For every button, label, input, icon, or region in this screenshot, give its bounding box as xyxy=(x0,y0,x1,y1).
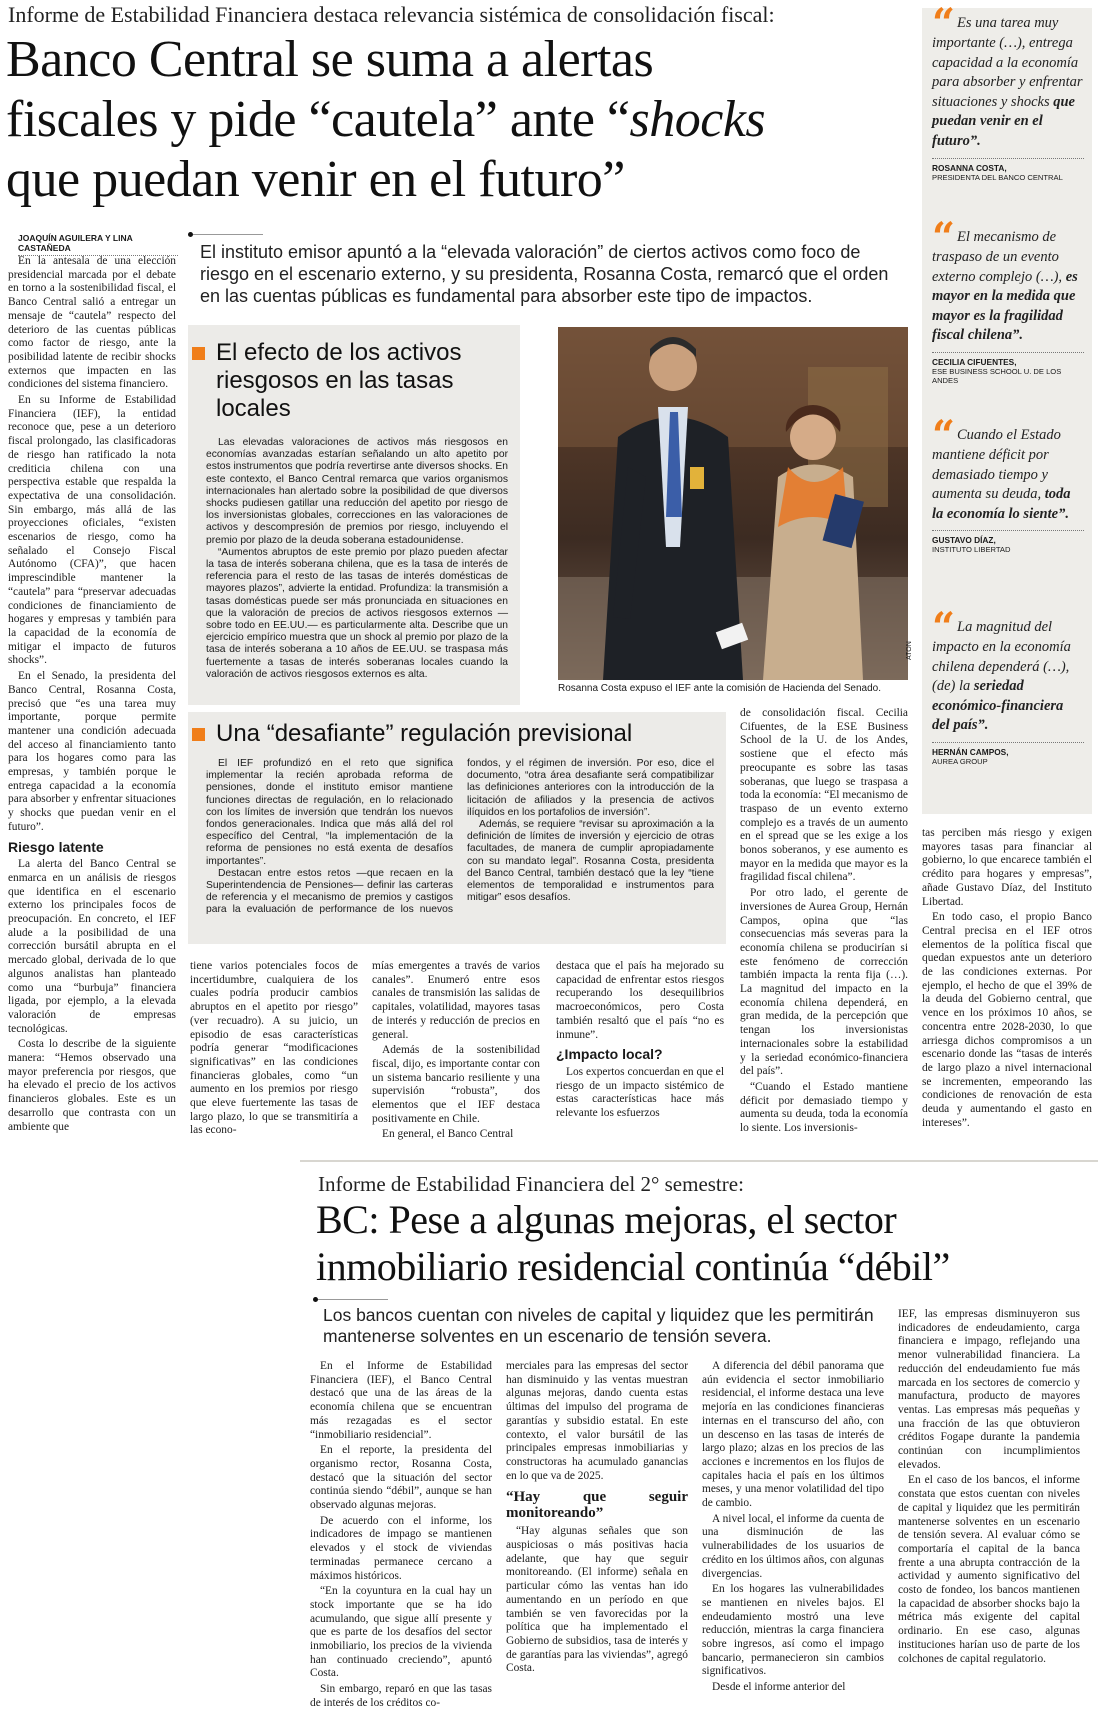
section-heading-monitoreando: “Hay que seguir monitoreando” xyxy=(506,1489,688,1522)
quote-3: “ Cuando el Estado mantiene déficit por demasiado tiempo y aumenta su deuda, toda la economía lo siente”. GUSTAVO DÍAZ, INSTITUTO LIBERTAD xyxy=(932,426,1084,554)
article-column-2: tiene varios potenciales focos de incertidumbre, cualquiera de los cuales podría producir cambios abruptos en el apetito por riesgo” (ver recuadro). A su juicio, un episodio de esas características podría generar “modificaciones significativas” en las condiciones financieras globales, como “un aumento en los premios por riesgo que eleve fuertemente las tasas de largo plazo, lo que se transmitiría a las econo- xyxy=(190,960,358,1137)
quote-1: “ Es una tarea muy importante (…), entrega capacidad a la economía para absorber y enfrentar situaciones y shocks que puedan venir en el futuro”. ROSANNA COSTA, PRESIDENTA DEL BANCO CENTRAL xyxy=(932,0,1083,182)
orange-square-icon xyxy=(192,728,205,741)
article-kicker: Informe de Estabilidad Financiera destaca relevancia sistémica de consolidación fiscal: xyxy=(8,2,775,27)
sub-rule xyxy=(318,1299,388,1300)
byline: JOAQUÍN AGUILERA Y LINA CASTAÑEDA xyxy=(18,233,178,256)
quote-mark-icon: “ xyxy=(932,412,956,459)
sidebar-box-previsional xyxy=(188,712,726,944)
orange-square-icon xyxy=(192,347,205,360)
photo-illustration xyxy=(558,327,908,680)
quote-4: “ La magnitud del impacto en la economía chilena dependerá (…), (de) la seriedad económico-financiera del país”. HERNÁN CAMPOS, AUREA GROUP xyxy=(932,618,1084,766)
quote-mark-icon: “ xyxy=(932,214,956,261)
headline-line-1: Banco Central se suma a alertas xyxy=(6,31,654,88)
box2-body: El IEF profundizó en el reto que significa implementar la recién aprobada reforma de pensiones, donde el instituto emisor mantiene funciones directas de regulación, en lo relacionado con los límites de inversión que tendrán los nuevos fondos generacionales. Indica que más allá del rol específico del Central, “la implementación de la reforma de pensiones no está exenta de desafíos importantes”. Destacan entre estos retos —que recaen en la Superintendencia de Pensiones— definir las carteras de referencia y el mecanismo de premios y castigos para la evaluación de performance de los nuevos fondos, y el régimen de inversión. Por eso, dice el documento, “otra área desafiante será compatibilizar las definiciones anteriores con la introducción de la licitación de afiliados y la presencia de activos ilíquidos en los portafolios de inversión”. Además, se requiere “revisar su aproximación a la definición de límites de inversión y ejercicio de otras facultades, de manera de cumplir apropiadamente con su mandato legal”. Rosanna Costa, presidenta del Banco Central, también destacó que la ley “tiene elementos de temporalidad e instrumentos para mitigar” esos desafíos. xyxy=(206,758,714,916)
article2-headline: BC: Pese a algunas mejoras, el sector inmobiliario residencial continúa “débil” xyxy=(316,1197,950,1289)
section-heading-impacto: ¿Impacto local? xyxy=(556,1046,663,1063)
article-column-6: tas perciben más riesgo y exigen mayores tasas para financiar al gobierno, lo que encarece también el crédito para hogares y empresas”, añade Gustavo Díaz, del Instituto Libertad. En todo caso, el propio Banco Central precisa en el IEF otros elementos de la política fiscal que quedan expuestos ante un deterioro de las condiciones externas. Por ejemplo, el hecho de que el 39% de la deuda del Gobierno central, que vence en los próximos 10 años, se concentra entre 2028-2030, lo que arriesga dichos compromisos a un escenario donde las “tasas de interés de largo plazo a nivel internacional se incrementen, empeorando las condiciones de renovación de esta deuda y aumentando el gasto en intereses”. xyxy=(922,827,1092,1129)
sub-rule xyxy=(193,234,263,235)
article-column-5: de consolidación fiscal. Cecilia Cifuentes, de la ESE Business School de la U. de los Andes, sostiene que el efecto más preocupante es sobre las tasas soberanas, que luego se traspasa a toda la economía: “El mecanismo de traspaso de un evento externo complejo es a través de un aumento en el spread que se les exige a los bonos soberanos, y ese aumento es mayor en la medida que mayor es la fragilidad fiscal chilena”. Por otro lado, el gerente de inversiones de Aurea Group, Hernán Campos, opina que “las consecuencias más severas para la economía chilena se producirían si este fenómeno de corrección también impacta la renta fija (…). La magnitud del impacto en la economía chilena dependerá, en gran medida, de la percepción que tengan los inversionistas internacionales sobre la estabilidad y la seriedad económico-financiera del país”. “Cuando el Estado mantiene déficit por demasiado tiempo y aumenta su deuda, toda la economía lo siente. Los inversionis- xyxy=(740,707,908,1135)
article2-column-3: A diferencia del débil panorama que aún evidencia el sector inmobiliario residencial, el informe destaca una leve mejoría en las condiciones financieras internas en el transcurso del año, con un descenso en las tasas de interés de largo plazo; alzas en los precios de las acciones e incrementos en los flujos de capitales hacia el país en los últimos meses, y una menor volatilidad del tipo de cambio. A nivel local, el informe da cuenta de una disminución de las vulnerabilidades de los usuarios de crédito en los últimos años, con algunas divergencias. En los hogares las vulnerabilidades se mantienen en niveles bajos. El endeudamiento mostró una leve reducción, mientras la carga financiera sobre ingresos, así como el impago bancario, permanecieron sin cambios significativos. Desde el informe anterior del xyxy=(702,1360,884,1694)
article2-column-4: IEF, las empresas disminuyeron sus indicadores de endeudamiento, carga financiera e impago, reflejando una menor vulnerabilidad financiera. La reducción del endeudamiento fue más marcada en los sectores de comercio y manufactura, producto de mayores ventas. Las empresas más pequeñas y una fracción de las que obtuvieron créditos Fogape durante la pandemia continúan con incumplimientos elevados. En el caso de los bancos, el informe constata que estos cuentan con niveles de capital y liquidez que les permitirán mantenerse solventes en un escenario de tensión severa. Al evaluar cómo se comportaría el capital de la banca frente a una abrupta contracción de la actividad y aumento significativo del costo de fondeo, los bancos mantienen la capacidad de absorber shocks bajo la métrica más exigente del capital ordinario. En ese caso, algunas instituciones harían uso de parte de los colchones de capital regulatorio. xyxy=(898,1308,1080,1665)
quote-mark-icon: “ xyxy=(932,604,956,651)
section-heading-riesgo: Riesgo latente xyxy=(8,838,104,855)
article2-subheadline: Los bancos cuentan con niveles de capital y liquidez que les permitirán mantenerse solventes en un escenario de tensión severa. xyxy=(323,1305,874,1346)
article-column-1: En la antesala de una elección presidencial marcada por el debate en torno a la sostenibilidad fiscal, el Banco Central salió a entregar un mensaje de “cautela” respecto del deterioro de las cuentas públicas como factor de riesgo, ante la posibilidad latente de recibir shocks externos que impacten en las condiciones del sistema financiero. En su Informe de Estabilidad Financiera (IEF), la entidad reconoce que, pese a un deterioro fiscal prolongado, las clasificadoras de riesgo han ratificado la nota crediticia chilena con una perspectiva estable que respalda la expectativa de una consolidación. Sin embargo, más allá de las proyecciones oficiales, “existen escenarios de riesgo, como ha señalado el Consejo Fiscal Autónomo (CFA)”, que hacen imprescindible mantener la “cautela” para “preservar adecuadas condiciones de financiamiento de hogares y empresas y también para la capacidad de la economía de mitigar el impacto de futuros shocks”. En el Senado, la presidenta del Banco Central, Rosanna Costa, precisó que “es una tarea muy importante, porque permite mantener una condición adecuada del acceso al financiamiento tanto para los hogares como para las empresas, y también porque le entrega capacidad a la economía para absorber y enfrentar situaciones y shocks que puedan venir en el futuro”. Riesgo latente La alerta del Banco Central se enmarca en un análisis de riesgos que identifica en el escenario externo los principales focos de preocupación. En concreto, el IEF alude a la posibilidad de una corrección bursátil abrupta en el mercado global, derivada de lo que algunos analistas han planteado como una “burbuja” financiera ligada, por ejemplo, a la elevada valoración de empresas tecnológicas. Costa lo describe de la siguiente manera: “Hemos observado una mayor preferencia por riesgos, que ha elevado el precio de los activos financieros globales. Este es un desarrollo que contrasta con un ambiente que xyxy=(8,255,176,1133)
quotes-sidebar xyxy=(922,0,1092,814)
article2-column-1: En el Informe de Estabilidad Financiera (IEF), el Banco Central destacó que una de las áreas de la economía chilena que se encuentran más rezagadas es el sector “inmobiliario residencial”. En el reporte, la presidenta del organismo rector, Rosanna Costa, destacó que la situación del sector continúa siendo “débil”, aunque se han observado algunas mejoras. De acuerdo con el informe, los indicadores de impago se mantienen elevados y el stock de viviendas terminadas permanece cercano a máximos históricos. “En la coyuntura en la cual hay un stock importante que se ha ido acumulando, que sigue allí presente y que es parte de los desafíos del sector inmobiliario, los precios de la vivienda han continuado creciendo”, apuntó Costa. Sin embargo, reparó en que las tasas de interés de los créditos co- xyxy=(310,1360,492,1709)
headline-line-3: que puedan venir en el futuro” xyxy=(6,151,625,208)
quote-mark-icon: “ xyxy=(932,0,956,47)
box-title: El efecto de los activos riesgosos en las tasas locales xyxy=(192,339,510,423)
box-body: Las elevadas valoraciones de activos más riesgosos en economías avanzadas estarían señalando un alto apetito por estos instrumentos que podría revertirse ante diversos shocks. En este contexto, el Banco Central remarca que varios organismos internacionales han alertado sobre la posibilidad de que diversos shocks pudiesen gatillar una reducción del apetito por riesgo de los inversionistas globales, correcciones en las valoraciones de activos y descompresión de premios por riesgo, incluyendo el premio por plazo de la deuda soberana estadounidense. “Aumentos abruptos de este premio por plazo pueden afectar la tasa de interés soberana chilena, que es la tasa de interés de referencia para el resto de las tasas de interés domésticas de mayores plazos”, advierte la entidad. Profundiza: la transmisión a tasas domésticas puede ser más pronunciada en situaciones en que la valoración de precios de activos riesgosos externos —sobre todo en EE.UU.— es particularmente alta. Describe que un ejercicio empírico muestra que un shock al premio por plazo de la tasa de interés soberana a 10 años de EE.UU. se traspasa más fuertemente a tasas de interés soberanas locales cuando la valoración de activos riesgosos externos es alta. xyxy=(206,437,508,680)
article-column-4: destaca que el país ha mejorado su capacidad de enfrentar estos riesgos recuperando los desequilibrios macroeconómicos, pero Costa también resaltó que el país “no es inmune”. ¿Impacto local? Los expertos concuerdan en que el riesgo de un impacto sistémico de estas características hace más relevante los esfuerzos xyxy=(556,960,724,1120)
article2-column-2: merciales para las empresas del sector han disminuido y las ventas muestran algunas mejoras, dando cuenta estas últimas del impulso del programa de garantías y subsidio estatal. En este contexto, el valor bursátil de las principales empresas inmobiliarias y constructoras ha acumulado ganancias en lo que va de 2025. “Hay que seguir monitoreando” “Hay algunas señales que son auspiciosas o más positivas hacia adelante, que hay que seguir monitoreando. (El informe) señala en particular cómo las ventas han ido aumentando en un período en que también se ven favorecidas por la política que ha implementado el Gobierno de subsidios, tasa de interés y de garantías para las viviendas”, agregó Costa. xyxy=(506,1360,688,1675)
photo-credit: ATON xyxy=(906,641,913,660)
headline-italic: shocks xyxy=(629,91,766,148)
box2-title: Una “desafiante” regulación previsional xyxy=(192,720,716,748)
sidebar-box-activos xyxy=(188,325,520,705)
photo xyxy=(558,327,908,680)
quote-2: “ El mecanismo de traspaso de un evento externo complejo (…), es mayor en la medida que mayor es la fragilidad fiscal chilena”. CECILIA CIFUENTES, ESE BUSINESS SCHOOL U. DE LOS ANDES xyxy=(932,228,1084,385)
article-headline xyxy=(6,30,846,210)
photo-caption: Rosanna Costa expuso el IEF ante la comisión de Hacienda del Senado. xyxy=(558,683,881,694)
article2-kicker: Informe de Estabilidad Financiera del 2° semestre: xyxy=(318,1172,744,1196)
article-subheadline: El instituto emisor apuntó a la “elevada valoración” de ciertos activos como foco de riesgo en el escenario externo, y su presidenta, Rosanna Costa, remarcó que el orden en las cuentas públicas es fundamental para absorber este tipo de impactos. xyxy=(200,242,889,306)
article-column-3: mías emergentes a través de varios canales”. Enumeró entre esos canales de transmisión las salidas de capitales, volatilidad, mayores tasas de interés y reducción de precios en general. Además de la sostenibilidad fiscal, dijo, es importante contar con un sistema bancario resiliente y una supervisión “robusta”, dos elementos que el IEF destaca positivamente en Chile. En general, el Banco Central xyxy=(372,960,540,1141)
headline-line-2: fiscales y pide “cautela” ante “shocks xyxy=(6,91,766,148)
